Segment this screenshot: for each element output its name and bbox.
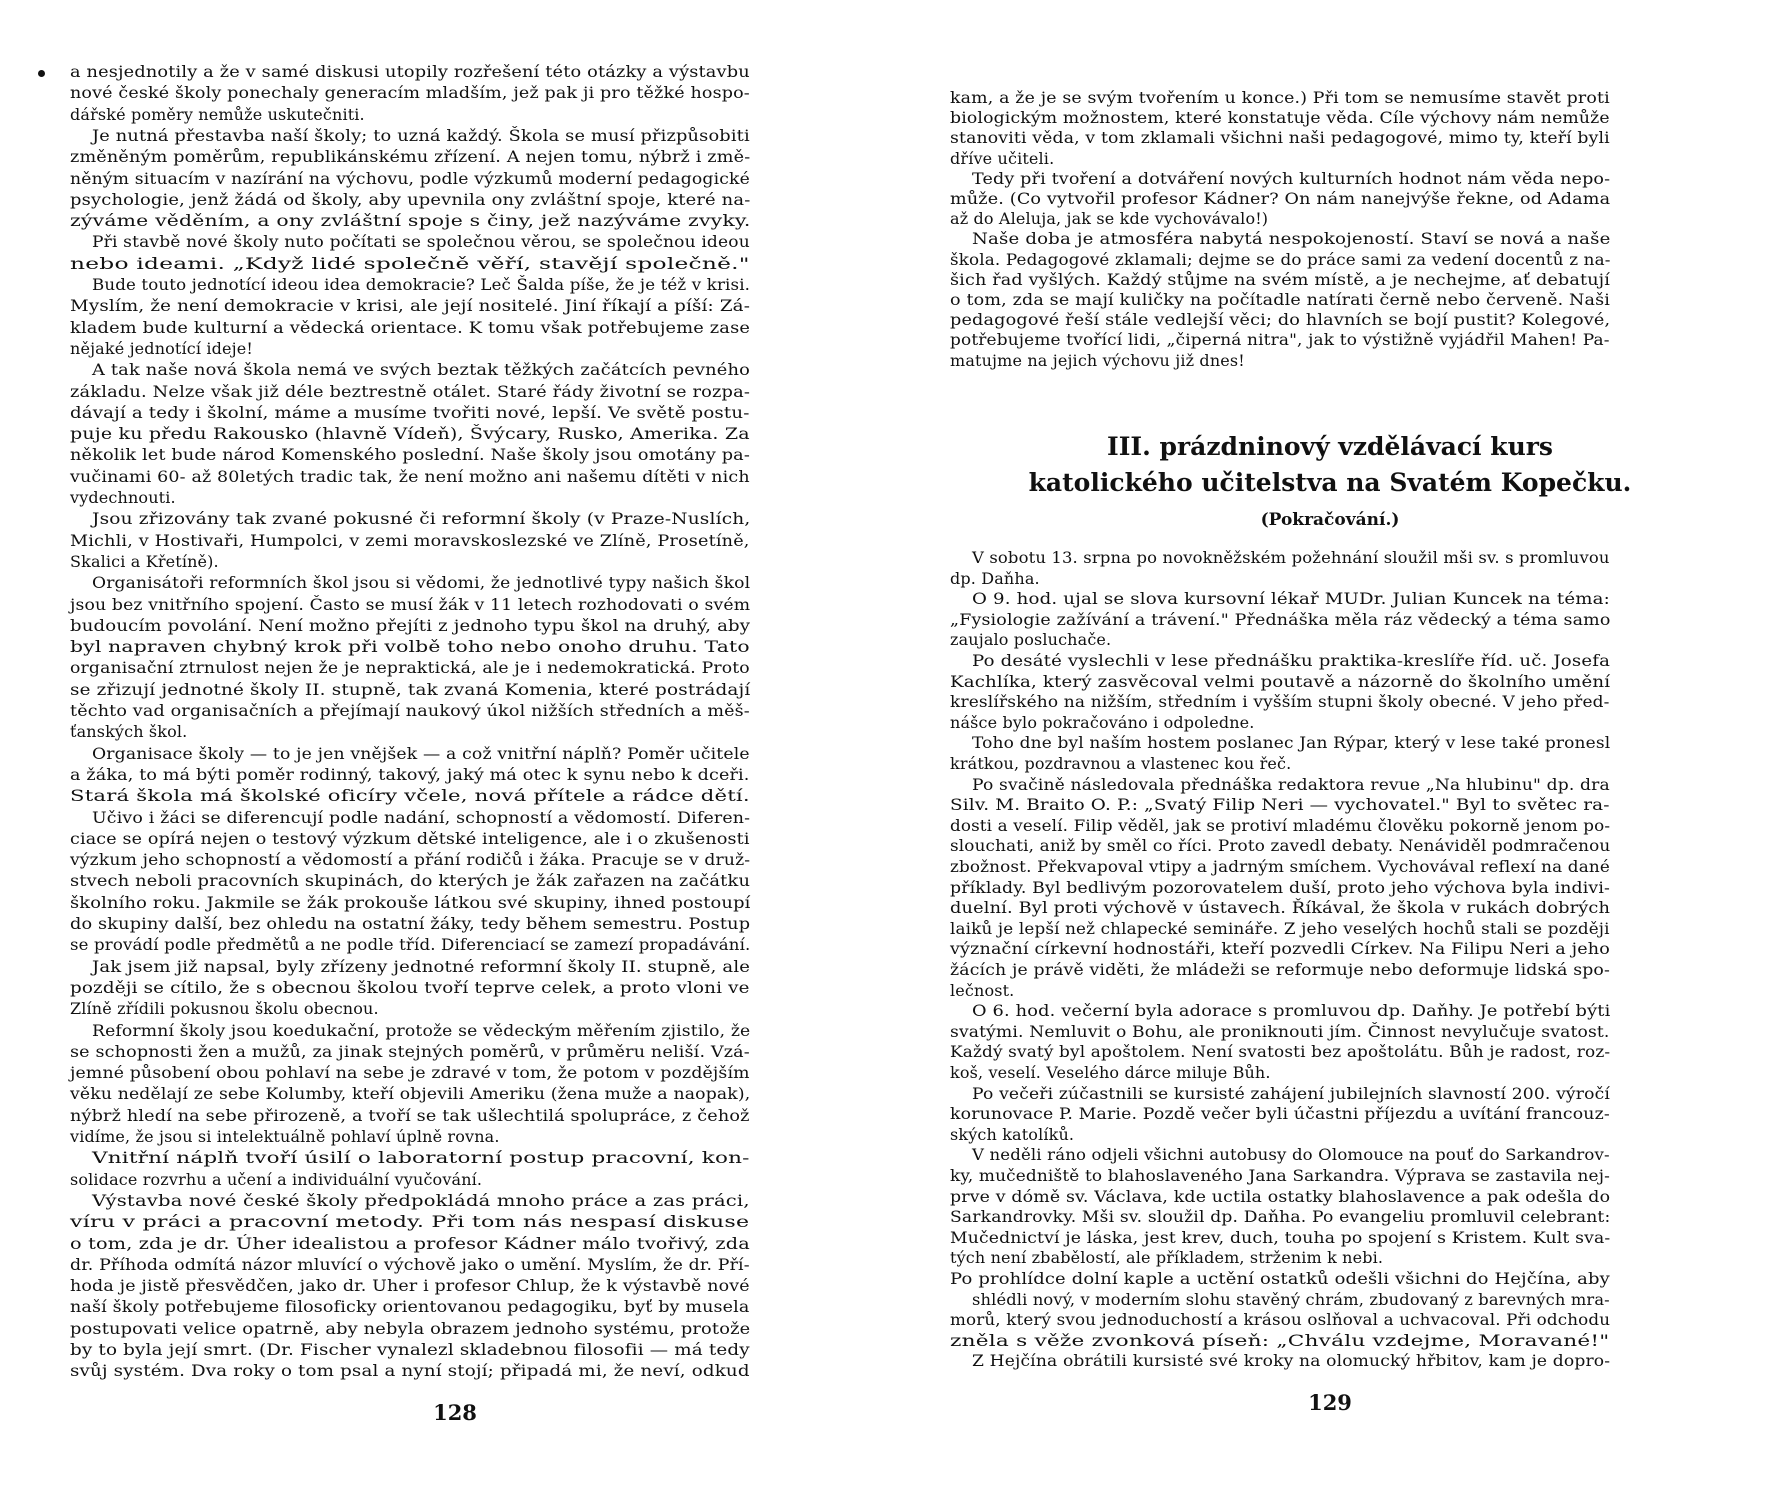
left-line: nebo ideami. „Když lidé společně věří, stavějí společně.": [70, 253, 750, 273]
right-article-line: shlédli nový, v moderním slohu stavěný chrám, zbudovaný z barevných mra-: [972, 1289, 1610, 1309]
left-line: výzkum jeho schopností a vědomostí a přání rodičů i žáka. Pracuje se v druž-: [70, 850, 751, 870]
left-line: se zřizují jednotné školy II. stupně, tak zvaná Komenia, které postrádají: [70, 679, 751, 699]
left-line: Organisace školy — to je jen vnějšek — a což vnitřní náplň? Poměr učitele: [92, 743, 750, 763]
right-article-line: Po desáté vyslechli v lese přednášku praktika-kreslíře říd. uč. Josefa: [972, 651, 1611, 670]
right-article-line: zaujalo posluchače.: [950, 630, 1112, 650]
left-line: organisační ztrnulost nejen že je nepraktická, ale je i nedemokratická. Proto: [70, 658, 750, 678]
left-line: A tak naše nová škola nemá ve svých beztak těžkých začátcích pevného: [92, 360, 751, 380]
left-line: o tom, zda je dr. Úher idealistou a profesor Kádner málo tvořivý, zda: [70, 1233, 750, 1253]
left-line: kladem bude kulturní a vědecká orientace. K tomu však potřebujeme zase: [70, 317, 751, 337]
left-line: základu. Nelze však již déle beztrestně otálet. Staré řády životní se rozpa-: [70, 381, 751, 401]
right-article-line: „Fysiologie zažívání a trávení." Přednáška měla ráz vědecký a téma samo: [950, 609, 1611, 629]
left-line: dr. Příhoda odmítá názor mluvící o výchově jako o umění. Myslím, že dr. Pří-: [70, 1254, 750, 1274]
right-article-line: V neděli ráno odjeli všichni autobusy do Olomouce na pouť do Sarkandrov-: [972, 1145, 1610, 1165]
left-line: byl napraven chybný krok při volbě toho nebo onoho druhu. Tato: [70, 637, 750, 657]
right-article-line: Po svačině následovala přednáška redaktora revue „Na hlubinu" dp. dra: [972, 774, 1610, 794]
right-article-line: slouchati, aniž by směl co říci. Proto zavedl debaty. Nenáviděl podmračenou: [950, 836, 1611, 856]
right-article-line: prve v dómě sv. Václava, kde uctila ostatky blahoslavence a pak odešla do: [950, 1186, 1611, 1206]
left-line: se schopnosti žen a mužů, za jinak stejných poměrů, v průměru neliší. Vzá-: [70, 1041, 750, 1061]
left-line: se provádí podle předmětů a ne podle tříd. Diferenciací se zamezí propadávání.: [70, 935, 751, 955]
right-article-line: O 6. hod. večerní byla adorace s promluvou dp. Daňhy. Je potřebí býti: [972, 1001, 1611, 1021]
left-line: jsou bez vnitřního spojení. Často se musí žák v 11 letech rozhodovati o svém: [70, 594, 751, 614]
right-intro-line: Tedy při tvoření a dotváření nových kulturních hodnot nám věda nepo-: [972, 168, 1611, 188]
left-line: vučinami 60- až 80letých tradic tak, že není možno ani našemu dítěti v nich: [70, 466, 750, 486]
left-line: vydechnouti.: [70, 488, 176, 507]
right-article-line: zbožnost. Překvapoval vtipy a jadrným smíchem. Vychovával reflexí na dané: [950, 857, 1610, 876]
right-article-line: duelní. Byl proti výchově v ústavech. Říkával, že škola v rukách dobrých: [950, 898, 1611, 918]
left-line: naší školy potřebujeme filosoficky orientovanou pedagogiku, byť by musela: [70, 1297, 750, 1317]
right-intro-line: Naše doba je atmosféra nabytá nespokojeností. Staví se nová a naše: [972, 229, 1611, 249]
left-line: svůj systém. Dva roky o tom psal a nyní stojí; připadá mi, že neví, odkud: [70, 1361, 750, 1381]
left-line: Učivo i žáci se diferencují podle nadání, schopností a vědomostí. Diferen-: [92, 807, 751, 827]
ink-speck: [38, 70, 45, 77]
right-article-line: příklady. Byl bedlivým pozorovatelem duší, proto jeho výchova byla indivi-: [950, 877, 1611, 897]
left-line: stvech neboli pracovních skupinách, do kterých je žák zařazen na začátku: [70, 871, 751, 891]
right-article-line: žácích je právě viděti, že mládeži se reformuje nebo deformuje lidská spo-: [950, 960, 1610, 979]
left-line: nýbrž hledí na sebe přirozeně, a tvoří se tak ušlechtilá spolupráce, z čehož: [70, 1105, 750, 1125]
right-intro-line: dříve učiteli.: [950, 148, 1055, 168]
left-line: Skalici a Křetíně).: [70, 551, 219, 571]
right-article-line: koš, veselí. Veselého dárce miluje Bůh.: [950, 1063, 1271, 1082]
right-article-line: morů, který svou jednoduchostí a krásou oslňoval a uchvacoval. Při odchodu: [950, 1310, 1611, 1330]
left-line: solidace rozvrhu a učení a individuální vyučování.: [70, 1169, 483, 1189]
left-line: Jsou zřizovány tak zvané pokusné či reformní školy (v Praze-Nuslích,: [92, 509, 751, 529]
right-article-line: svatými. Nemluvit o Bohu, ale proniknouti jím. Činnost nevylučuje svatost.: [950, 1021, 1610, 1041]
left-line: školního roku. Jakmile se žák prokouše látkou své skupiny, ihned postoupí: [70, 892, 751, 912]
right-article-line: Sarkandrovky. Mši sv. sloužil dp. Daňha. Po evangeliu promluvil celebrant:: [950, 1207, 1611, 1227]
right-article-line: nášce bylo pokračováno i odpoledne.: [950, 712, 1255, 732]
left-line: těchto vad organisačních a přejímají naukový úkol nižších středních a měš-: [70, 701, 750, 720]
right-article-line: zněla s věže zvonková píseň: „Chválu vzdejme, Moravané!": [950, 1330, 1610, 1350]
right-article-line: dp. Daňha.: [950, 568, 1040, 588]
left-line: dářské poměry nemůže uskutečniti.: [70, 104, 365, 124]
right-article-line: dosti a veselí. Filip věděl, jak se protiví mladému člověku pokorně jenom po-: [950, 815, 1611, 835]
left-line: nové české školy ponechaly generacím mladším, jež pak ji pro těžké hospo-: [70, 83, 750, 103]
right-intro-line: až do Aleluja, jak se kde vychovávalo!): [950, 209, 1269, 229]
left-line: budoucím povolání. Není možno přejíti z jednoho typu škol na druhý, aby: [70, 615, 751, 635]
left-line: nějaké jednotící ideje!: [70, 338, 253, 358]
left-line: věku nedělají ze sebe Kolumby, kteří objevili Ameriku (žena muže a naopak),: [70, 1084, 751, 1104]
page-number-left: 128: [433, 1400, 477, 1425]
left-line: a nesjednotily a že v samé diskusi utopily rozřešení této otázky a výstavbu: [70, 62, 750, 81]
right-article-line: Silv. M. Braito O. P.: „Svatý Filip Neri — vychovatel." Byl to světec ra-: [950, 795, 1610, 815]
right-intro-line: kam, a že je se svým tvořením u konce.) Při tom se nemusíme stavět proti: [950, 88, 1610, 107]
right-intro-line: potřebujeme tvořící lidi, „čiperná nitra", jak to výstižně vyjádřil Mahen! Pa-: [950, 330, 1610, 350]
left-line: Jak jsem již napsal, byly zřízeny jednotné reformní školy II. stupně, ale: [92, 956, 751, 976]
article-heading-line-2: katolického učitelstva na Svatém Kopečku.: [1028, 468, 1632, 497]
right-article-line: Z Hejčína obrátili kursisté své kroky na olomucký hřbitov, kam je dopro-: [972, 1351, 1611, 1371]
right-article-line: krátkou, pozdravnou a vlastenec kou řeč.: [950, 754, 1292, 773]
right-article-line: ských katolíků.: [950, 1124, 1075, 1144]
right-article-line: Po večeři zúčastnili se kursisté zahájení jubilejních slavností 200. výročí: [972, 1083, 1610, 1103]
left-line: Zlíně zřídili pokusnou školu obecnou.: [70, 999, 379, 1019]
right-intro-line: biologickým možnostem, které konstatuje věda. Cíle výchovy nám nemůže: [950, 108, 1610, 128]
left-line: ťanských škol.: [70, 722, 188, 742]
right-article-line: V sobotu 13. srpna po novokněžském požehnání sloužil mši sv. s promluvou: [972, 548, 1610, 567]
left-line: Myslím, že není demokracie v krisi, ale její nositelé. Jiní říkají a píší: Zá-: [70, 296, 751, 316]
right-article-line: Kachlíka, který zasvěcoval velmi poutavě a názorně do školního umění: [950, 671, 1611, 691]
left-line: Při stavbě nové školy nuto počítati se společnou věrou, se společnou ideou: [92, 232, 750, 252]
left-line: později se cítilo, že s obecnou školou tvoří teprve celek, a proto vloni ve: [70, 977, 750, 997]
left-line: několik let bude národ Komenského poslední. Naše školy jsou omotány pa-: [70, 445, 750, 465]
left-line: by to byla její smrt. (Dr. Fischer vynalezl skladebnou filosofii — má tedy: [70, 1340, 750, 1359]
right-intro-line: škola. Pedagogové zklamali; dejme se do práce sami za vedení docentů z na-: [950, 249, 1611, 269]
right-article-line: kreslířského na nižším, středním i vyšším stupni školy obecné. V jeho před-: [950, 692, 1610, 712]
right-intro-line: pedagogové řeší stále vedlejší věci; do hlavních se bojí pustit? Kolegové,: [950, 310, 1611, 330]
left-line: víru v práci a pracovní metody. Při tom nás nespasí diskuse: [70, 1212, 750, 1232]
right-article-line: Po prohlídce dolní kaple a uctění ostatků odešli všichni do Hejčína, aby: [950, 1269, 1610, 1288]
left-line: Michli, v Hostivaři, Humpolci, v zemi moravskoslezské ve Zlíně, Prosetíně,: [70, 530, 750, 550]
right-article-line: laiků je lepší než chlapecké semináře. Z jeho veselých hochů stali se později: [950, 918, 1610, 938]
left-line: Reformní školy jsou koedukační, protože se vědeckým měřením zjistilo, že: [92, 1020, 751, 1040]
left-line: změněným poměrům, republikánskému zřízení. A nejen tomu, nýbrž i změ-: [70, 147, 751, 167]
right-article-line: Mučednictví je láska, jest krev, duch, touha po spojení s Kristem. Kult sva-: [950, 1227, 1611, 1247]
right-article-line: význační církevní hodnostáři, kteří pozvedli Církev. Na Filipu Neri a jeho: [950, 939, 1610, 959]
right-intro-line: šich řad vyšlých. Každý stůjme na svém místě, a je nechejme, ať debatují: [950, 269, 1611, 289]
right-article-line: ky, mučedniště to blahoslaveného Jana Sarkandra. Výprava se zastavila nej-: [950, 1166, 1610, 1185]
page-number-right: 129: [1308, 1390, 1352, 1415]
right-article-line: Každý svatý byl apoštolem. Není svatosti bez apoštolátu. Bůh je radost, roz-: [950, 1042, 1611, 1062]
left-line: ciace se opírá nejen o testový výzkum dětské inteligence, ale i o zkušenosti: [70, 828, 750, 848]
article-subheading: (Pokračování.): [1260, 510, 1400, 530]
right-page: [950, 0, 1710, 1500]
left-line: Stará škola má školské oficíry včele, nová přítele a rádce dětí.: [70, 786, 750, 806]
left-line: zýváme věděním, a ony zvláštní spoje s činy, jež nazýváme zvyky.: [70, 211, 751, 231]
left-line: jemné působení obou pohlaví na sebe je zdravé v tom, že potom v pozdějším: [70, 1063, 750, 1083]
right-article-line: korunovace P. Marie. Pozdě večer byli účastni příjezdu a uvítání francouz-: [950, 1104, 1610, 1124]
left-line: Vnitřní náplň tvoří úsilí o laboratorní postup pracovní, kon-: [92, 1148, 750, 1168]
left-line: Je nutná přestavba naší školy; to uzná každý. Škola se musí přizpůsobiti: [92, 125, 750, 145]
left-line: hoda je jistě přesvědčen, jako dr. Uher i profesor Chlup, že k výstavbě nové: [70, 1276, 750, 1296]
right-article-line: tých není zbabělostí, ale příkladem, strženim k nebi.: [950, 1248, 1384, 1268]
left-line: něným situacím v nazírání na výchovu, podle výzkumů moderní pedagogické: [70, 168, 750, 188]
right-intro-line: matujme na jejich výchovu již dnes!: [950, 350, 1245, 370]
right-intro-line: může. (Co vytvořil profesor Kádner? On nám nanejvýše řekne, od Adama: [950, 189, 1611, 208]
left-line: Organisátoři reformních škol jsou si vědomi, že jednotlivé typy našich škol: [92, 573, 751, 593]
left-line: a žáka, to má býti poměr rodinný, takový, jaký má otec k synu nebo k dceři.: [70, 764, 750, 784]
right-article-line: O 9. hod. ujal se slova kursovní lékař MUDr. Julian Kuncek na téma:: [972, 589, 1610, 609]
right-article-line: lečnost.: [950, 980, 1015, 1000]
right-article-line: Toho dne byl naším hostem poslanec Jan Rýpar, který v lese také pronesl: [972, 733, 1611, 753]
left-line: dávají a tedy i školní, máme a musíme tvořiti nové, lepší. Ve světě postu-: [70, 402, 750, 422]
left-line: psychologie, jenž žádá od školy, aby upevnila ony zvláštní spoje, které na-: [70, 189, 751, 209]
right-intro-line: stanoviti věda, v tom zklamali všichni naši pedagogové, mimo ty, kteří byli: [950, 128, 1610, 148]
left-line: puje ku předu Rakousko (hlavně Vídeň), Švýcary, Rusko, Amerika. Za: [70, 424, 750, 444]
right-intro-line: o tom, zda se mají kuličky na počítadle natírati černě nebo červeně. Naši: [950, 290, 1611, 309]
left-line: do skupiny další, bez ohledu na ostatní žáky, tedy během semestru. Postup: [70, 914, 751, 933]
left-line: vidíme, že jsou si intelektuálně pohlaví úplně rovna.: [70, 1127, 500, 1146]
left-line: Bude touto jednotící ideou idea demokracie? Leč Šalda píše, že je též v krisi.: [92, 275, 751, 294]
left-line: Výstavba nové české školy předpokládá mnoho práce a zas práci,: [92, 1190, 750, 1210]
left-page: [70, 0, 840, 1500]
article-heading-line-1: III. prázdninový vzdělávací kurs: [1107, 432, 1553, 461]
left-line: postupovati velice opatrně, aby nebyla obrazem jednoho systému, protože: [70, 1318, 751, 1338]
